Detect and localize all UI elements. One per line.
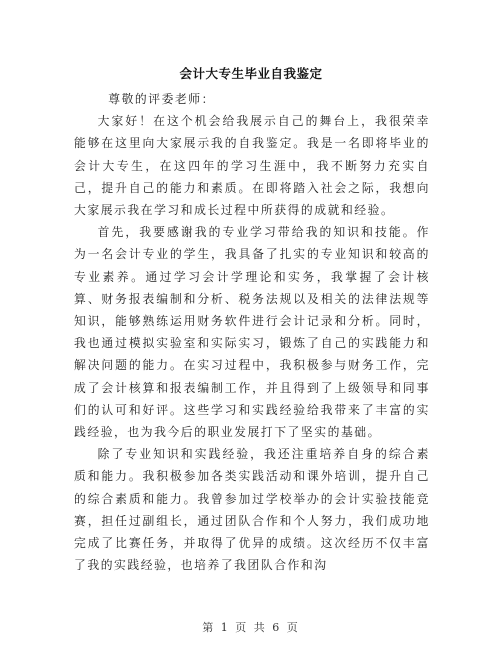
paragraph-comprehensive-quality: 除了专业知识和实践经验，我还注重培养自身的综合素质和能力。我积极参加各类实践活动和课外培训，提升自己的综合素质和能力。我曾参加过学校举办的会计实验技能竞赛，担任过副组长，通过团队合作和个人努力，我们成功地完成了比赛任务，并取得了优异的成绩。这次经历不仅丰富了我的实践经验，也培养了我团队合作和沟: [74, 447, 430, 573]
paragraph-professional-study: 首先，我要感谢我的专业学习带给我的知识和技能。作为一名会计专业的学生，我具备了扎实的专业知识和较高的专业素养。通过学习会计学理论和实务，我掌握了会计核算、财务报表编制和分析、税务法规以及相关的法律法规等知识，能够熟练运用财务软件进行会计记录和分析。同时，我也通过模拟实验室和实际实习，锻炼了自己的实践能力和解决问题的能力。在实习过程中，我积极参与财务工作，完成了会计核算和报表编制工作，并且得到了上级领导和同事们的认可和好评。这些学习和实践经验给我带来了丰富的实践经验，也为我今后的职业发展打下了坚实的基础。: [74, 225, 430, 440]
paragraph-intro: 大家好！在这个机会给我展示自己的舞台上，我很荣幸能够在这里向大家展示我的自我鉴定。我是一名即将毕业的会计大专生，在这四年的学习生涯中，我不断努力充实自己，提升自己的能力和素质。在即将踏入社会之际，我想向大家展示我在学习和成长过程中所获得的成就和经验。: [74, 114, 430, 218]
salutation: 尊敬的评委老师：: [108, 92, 215, 106]
document-title: 会计大专生毕业自我鉴定: [179, 66, 323, 81]
page-number-footer: 第 1 页 共 6 页: [202, 621, 300, 634]
document-body: [74, 88, 430, 576]
